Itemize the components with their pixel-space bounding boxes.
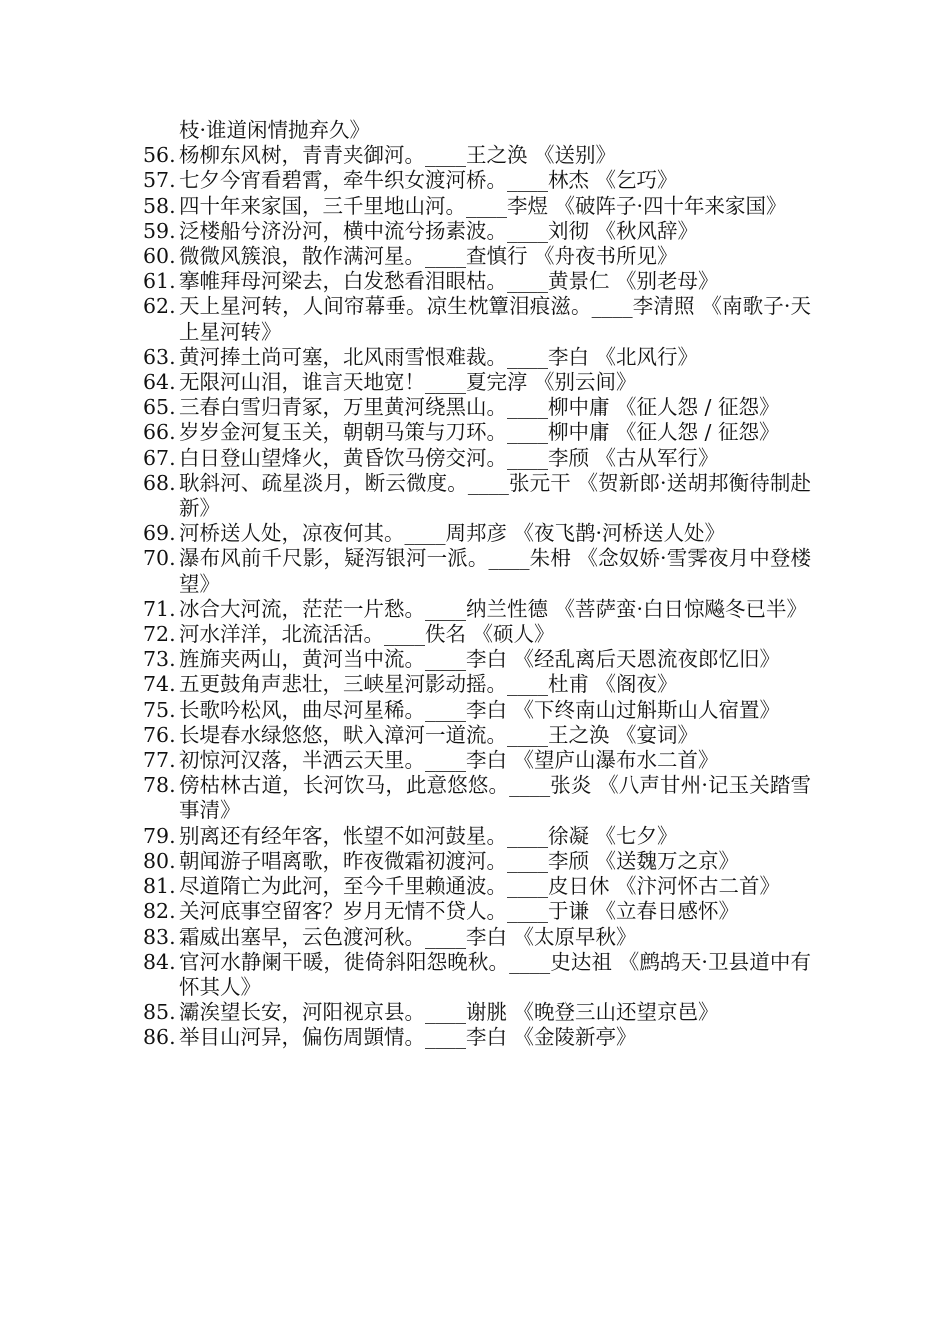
item-number: 70. [143,546,176,571]
list-item [143,219,811,244]
item-number: 76. [143,722,176,747]
item-text: 河水洋洋，北流活活。____佚名 《硕人》 [179,622,555,647]
item-text: 灞涘望长安，河阳视京县。____谢朓 《晚登三山还望京邑》 [179,1000,719,1025]
item-number: 59. [143,218,176,243]
list-item [143,345,811,370]
item-text: 杨柳东风树，青青夹御河。____王之涣 《送别》 [179,143,617,168]
item-text: 傍枯林古道，长河饮马，此意悠悠。____张炎 《八声甘州·记玉关踏雪事清》 [179,773,811,823]
item-text: 长歌吟松风，曲尽河星稀。____李白 《下终南山过斛斯山人宿置》 [179,697,781,722]
item-number: 67. [143,445,176,470]
list-item [143,521,811,546]
list-item [143,672,811,697]
item-text: 七夕今宵看碧霄，牵牛织女渡河桥。____林杰 《乞巧》 [179,168,678,193]
item-text: 长堤春水绿悠悠，畎入漳河一道流。____王之涣 《宴词》 [179,722,699,747]
item-text: 关河底事空留客？岁月无情不贷人。____于谦 《立春日感怀》 [179,899,740,924]
item-number: 61. [143,269,176,294]
item-text: 冰合大河流，茫茫一片愁。____纳兰性德 《菩萨蛮·白日惊飚冬已半》 [179,596,808,621]
document-page [143,118,811,1051]
list-item [143,849,811,874]
item-text: 五更鼓角声悲壮，三峡星河影动摇。____杜甫 《阁夜》 [179,672,678,697]
list-item [143,420,811,445]
item-text: 初惊河汉落，半洒云天里。____李白 《望庐山瀑布水二首》 [179,748,719,773]
item-number: 71. [143,596,176,621]
item-text: 泛楼船兮济汾河，横中流兮扬素波。____刘彻 《秋风辞》 [179,218,699,243]
item-number: 86. [143,1025,176,1050]
item-number: 72. [143,622,176,647]
item-number: 62. [143,294,176,319]
item-text: 耿斜河、疏星淡月，断云微度。____张元干 《贺新郎·送胡邦衡待制赴新》 [179,470,811,521]
list-item [143,1025,811,1050]
continued-line: 枝·谁道闲情抛弃久》 [179,118,371,142]
item-text: 天上星河转，人间帘幕垂。凉生枕簟泪痕滋。____李清照 《南歌子·天上星河转》 [179,294,811,344]
item-number: 69. [143,521,176,546]
list-item [143,294,811,344]
item-text: 尽道隋亡为此河，至今千里赖通波。____皮日休 《汴河怀古二首》 [179,874,781,899]
item-number: 81. [143,874,176,899]
list-item [143,698,811,723]
item-text: 朝闻游子唱离歌，昨夜微霜初渡河。____李颀 《送魏万之京》 [179,848,740,873]
item-text: 黄河捧土尚可塞，北风雨雪恨难裁。____李白 《北风行》 [179,344,699,369]
item-text: 举目山河异，偏伤周顗情。____李白 《金陵新亭》 [179,1025,637,1050]
list-item [143,370,811,395]
item-number: 79. [143,823,176,848]
item-number: 84. [143,949,176,974]
item-text: 瀑布风前千尺影，疑泻银河一派。____朱枏 《念奴娇·雪霁夜月中登楼望》 [179,546,811,596]
item-number: 57. [143,168,176,193]
list-item [143,874,811,899]
list-item [143,723,811,748]
item-text: 旌旆夹两山，黄河当中流。____李白 《经乱离后天恩流夜郎忆旧》 [179,647,781,672]
item-text: 四十年来家国，三千里地山河。____李煜 《破阵子·四十年来家国》 [179,193,787,218]
list-item [143,546,811,596]
list-item [143,244,811,269]
item-number: 65. [143,395,176,420]
list-item [143,597,811,622]
item-number: 60. [143,244,176,269]
item-text: 搴帷拜母河梁去，白发愁看泪眼枯。____黄景仁 《别老母》 [179,269,719,294]
item-text: 岁岁金河复玉关，朝朝马策与刀环。____柳中庸 《征人怨 / 征怨》 [179,420,780,445]
poem-line-list [143,143,811,1050]
item-text: 微微风簇浪，散作满河星。____查慎行 《舟夜书所见》 [179,244,678,269]
list-item [143,950,811,1000]
item-number: 66. [143,420,176,445]
list-item [143,748,811,773]
list-item [143,395,811,420]
list-item [143,269,811,294]
list-item [143,824,811,849]
list-item [143,899,811,924]
item-number: 80. [143,848,176,873]
item-text: 无限河山泪，谁言天地宽！____夏完淳 《别云间》 [179,370,637,395]
list-item [143,622,811,647]
item-text: 别离还有经年客，怅望不如河鼓星。____徐凝 《七夕》 [179,823,678,848]
item-number: 58. [143,193,176,218]
item-number: 77. [143,748,176,773]
item-number: 73. [143,647,176,672]
item-number: 78. [143,773,176,798]
item-number: 56. [143,143,176,168]
item-text: 霜威出塞早，云色渡河秋。____李白 《太原早秋》 [179,924,637,949]
item-text: 白日登山望烽火，黄昏饮马傍交河。____李颀 《古从军行》 [179,445,719,470]
item-number: 74. [143,672,176,697]
list-item [143,1000,811,1025]
list-item [143,925,811,950]
item-number: 85. [143,1000,176,1025]
item-text: 河桥送人处，凉夜何其。____周邦彦 《夜飞鹊·河桥送人处》 [179,521,726,546]
list-item [143,773,811,823]
list-item [143,471,811,521]
item-number: 63. [143,344,176,369]
list-item [143,647,811,672]
item-number: 68. [143,470,176,495]
item-text: 官河水静阑干暖，徙倚斜阳怨晚秋。____史达祖 《鹧鸪天·卫县道中有怀其人》 [179,949,811,999]
list-item [143,446,811,471]
item-number: 83. [143,924,176,949]
item-number: 75. [143,697,176,722]
item-number: 64. [143,370,176,395]
list-item [143,143,811,168]
item-number: 82. [143,899,176,924]
list-item [143,194,811,219]
item-text: 三春白雪归青冢，万里黄河绕黑山。____柳中庸 《征人怨 / 征怨》 [179,395,780,420]
list-item [143,168,811,193]
